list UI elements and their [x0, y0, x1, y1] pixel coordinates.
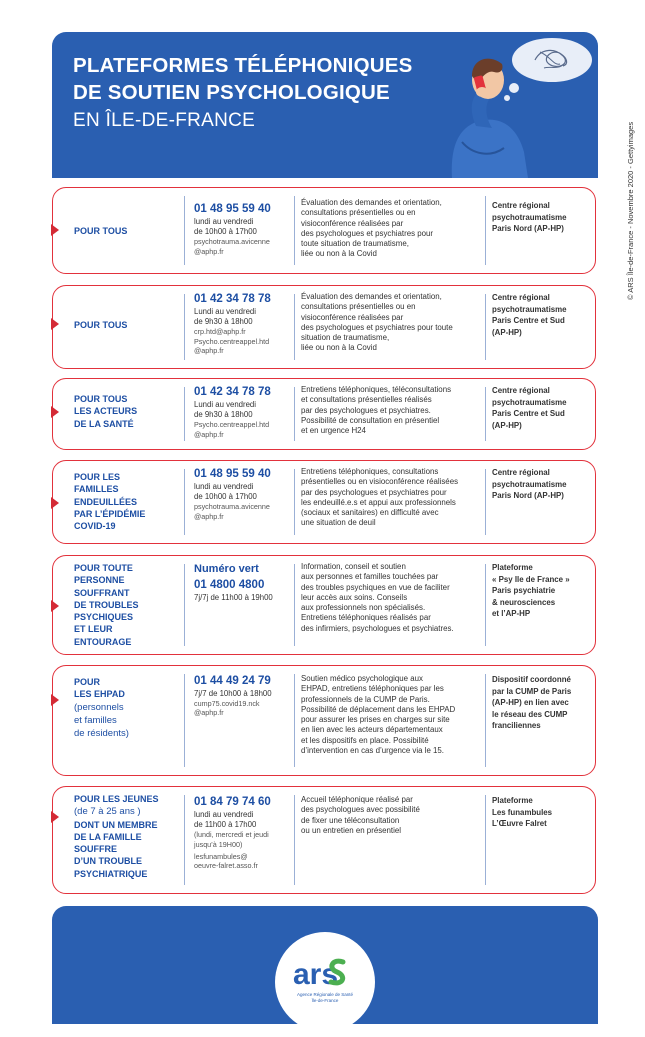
free-number-label: Numéro vert	[194, 563, 259, 575]
service-card	[52, 187, 596, 274]
column-divider	[184, 564, 185, 646]
column-divider	[485, 674, 486, 767]
logo-caption-line-1: Agence Régionale de Santé	[296, 992, 354, 997]
service-description: Évaluation des demandes et orientation, consultations présentielles ou en visioconférence réalisées par des psychologues et psychiatres pour toute situation de traumatisme, liée ou non à la Covid	[301, 292, 453, 353]
header-banner	[52, 32, 598, 178]
column-divider	[184, 387, 185, 441]
service-card	[52, 378, 596, 450]
service-card	[52, 665, 596, 776]
contact-block: 01 42 34 78 78 Lundi au vendredi de 9h30 à 18h00 Psycho.centreappel.htd @aphp.fr	[194, 385, 294, 439]
phone-number[interactable]: 01 48 95 59 40	[194, 203, 271, 215]
column-divider	[294, 795, 295, 885]
column-divider	[184, 674, 185, 767]
column-divider	[294, 387, 295, 441]
page-subtitle: EN ÎLE-DE-FRANCE	[73, 110, 256, 131]
column-divider	[485, 196, 486, 265]
footer-banner	[52, 906, 598, 1024]
column-divider	[294, 469, 295, 535]
column-divider	[294, 564, 295, 646]
column-divider	[294, 196, 295, 265]
arrow-marker-icon	[51, 600, 59, 612]
phone-number[interactable]: 01 4800 4800	[194, 579, 265, 591]
arrow-marker-icon	[51, 224, 59, 236]
service-card	[52, 555, 596, 655]
contact-block: 01 44 49 24 79 7j/7 de 10h00 à 18h00 cump75.covid19.nck @aphp.fr	[194, 674, 294, 718]
service-description: Évaluation des demandes et orientation, consultations présentielles ou en visioconférence réalisées par des psychologues et psychiatres pour toute situation de traumatisme, liée ou non à la Covid	[301, 198, 442, 259]
audience-label: POUR TOUTE PERSONNE SOUFFRANT DE TROUBLES PSYCHIQUES ET LEUR ENTOURAGE	[74, 563, 139, 647]
organization-name: Plateforme « Psy Ile de France » Paris psychiatrie & neurosciences et l’AP-HP	[492, 563, 570, 619]
column-divider	[294, 674, 295, 767]
service-description: Entretiens téléphoniques, consultations présentielles ou en visioconférence réalisées par des psychologues et psychiatres pour les endeuillé.e.s et appui aux professionnels (sociaux et sanitaires) en difficulté avec une situation de deuil	[301, 467, 459, 528]
service-card	[52, 786, 596, 894]
phone-number[interactable]: 01 48 95 59 40	[194, 468, 271, 480]
audience-label: POUR TOUS LES ACTEURS DE LA SANTÉ	[74, 394, 138, 429]
contact-block: 01 84 79 74 60 lundi au vendredi de 11h00 à 17h00 (lundi, mercredi et jeudi jusqu’à 19H00) lesfunambules@ oeuvre-falret.asso.fr	[194, 795, 294, 870]
phone-number[interactable]: 01 42 34 78 78	[194, 386, 271, 398]
service-description: Accueil téléphonique réalisé par des psychologues avec possibilité de fixer une téléconsultation ou un entretien en présentiel	[301, 795, 420, 835]
email-address[interactable]: cump75.covid19.nck @aphp.fr	[194, 699, 260, 718]
audience-label: POUR LES EHPAD (personnels et familles de résidents)	[74, 677, 129, 740]
person-on-phone-illustration	[432, 32, 598, 178]
service-description: Information, conseil et soutien aux personnes et familles touchées par des troubles psychiques en vue de faciliter leur accès aux soins. Conseils aux professionnels non spécialisés. Entretiens téléphoniques réalisés par des infirmiers, psychologues et psychiatres.	[301, 562, 454, 633]
title-line-1: PLATEFORMES TÉLÉPHONIQUES	[73, 54, 413, 77]
arrow-marker-icon	[51, 694, 59, 706]
email-address[interactable]: Psycho.centreappel.htd @aphp.fr	[194, 420, 270, 439]
organization-name: Centre régional psychotraumatisme Paris Centre et Sud (AP-HP)	[492, 386, 567, 430]
email-address[interactable]: psychotrauma.avicenne @aphp.fr	[194, 502, 270, 521]
email-address[interactable]: crp.htd@aphp.fr Psycho.centreappel.htd @aphp.fr	[194, 327, 270, 355]
arrow-marker-icon	[51, 811, 59, 823]
ars-logo	[275, 932, 375, 1032]
service-description: Soutien médico psychologique aux EHPAD, entretiens téléphoniques par les professionnels de la CUMP de Paris. Possibilité de déplacement dans les EHPAD pour assurer les prises en charges sur site en lien avec les acteurs départementaux et les dispositifs en place. Possibilité d’intervention en cas d’urgence via le 15.	[301, 674, 456, 756]
title-line-2: DE SOUTIEN PSYCHOLOGIQUE	[73, 81, 390, 104]
audience-label: POUR TOUS	[74, 226, 128, 236]
arrow-marker-icon	[51, 318, 59, 330]
column-divider	[485, 387, 486, 441]
phone-number[interactable]: 01 44 49 24 79	[194, 675, 271, 687]
arrow-marker-icon	[51, 497, 59, 509]
email-address[interactable]: lesfunambules@ oeuvre-falret.asso.fr	[194, 851, 258, 871]
service-description: Entretiens téléphoniques, téléconsultations et consultations présentielles réalisés par des psychologues et psychiatres. Possibilité de consultation en présentiel et en urgence H24	[301, 385, 452, 436]
organization-name: Dispositif coordonné par la CUMP de Paris (AP-HP) en lien avec le réseau des CUMP franciliennes	[492, 675, 572, 731]
contact-block: 01 48 95 59 40 lundi au vendredi de 10h00 à 17h00 psychotrauma.avicenne @aphp.fr	[194, 467, 294, 521]
page-title	[73, 52, 412, 106]
column-divider	[485, 564, 486, 646]
column-divider	[485, 294, 486, 360]
service-card	[52, 460, 596, 544]
arrow-marker-icon	[51, 406, 59, 418]
column-divider	[184, 795, 185, 885]
audience-label: POUR TOUS	[74, 320, 128, 330]
organization-name: Centre régional psychotraumatisme Paris Nord (AP-HP)	[492, 201, 567, 234]
organization-name: Centre régional psychotraumatisme Paris Centre et Sud (AP-HP)	[492, 293, 567, 337]
audience-label: POUR LES JEUNES (de 7 à 25 ans ) DONT UN MEMBRE DE LA FAMILLE SOUFFRE D’UN TROUBLE PSYCHIATRIQUE	[74, 794, 159, 879]
logo-wordmark: ars	[293, 958, 339, 991]
service-card	[52, 285, 596, 369]
email-address[interactable]: psychotrauma.avicenne @aphp.fr	[194, 237, 270, 256]
column-divider	[184, 196, 185, 265]
hours-note: (lundi, mercredi et jeudi jusqu’à 19H00)	[194, 830, 269, 849]
phone-number[interactable]: 01 84 79 74 60	[194, 796, 271, 808]
copyright-note: © ARS Île-de-France - Novembre 2020 - Gettyimages	[626, 121, 635, 300]
column-divider	[184, 294, 185, 360]
contact-block: Numéro vert 01 4800 4800 7j/7j de 11h00 à 19h00	[194, 562, 294, 603]
logo-caption-line-2: Île-de-France	[311, 998, 339, 1003]
phone-number[interactable]: 01 42 34 78 78	[194, 293, 271, 305]
column-divider	[294, 294, 295, 360]
column-divider	[184, 469, 185, 535]
contact-block: 01 42 34 78 78 Lundi au vendredi de 9h30 à 18h00 crp.htd@aphp.fr Psycho.centreappel.htd @aphp.fr	[194, 292, 294, 355]
column-divider	[485, 795, 486, 885]
organization-name: Plateforme Les funambules L’Œuvre Falret	[492, 796, 553, 829]
audience-label: POUR LES FAMILLES ENDEUILLÉES PAR L’ÉPIDÉMIE COVID-19	[74, 472, 146, 532]
contact-block: 01 48 95 59 40 lundi au vendredi de 10h00 à 17h00 psychotrauma.avicenne @aphp.fr	[194, 202, 294, 256]
column-divider	[485, 469, 486, 535]
organization-name: Centre régional psychotraumatisme Paris Nord (AP-HP)	[492, 468, 567, 501]
ars-logo-mark-icon	[275, 932, 375, 1032]
